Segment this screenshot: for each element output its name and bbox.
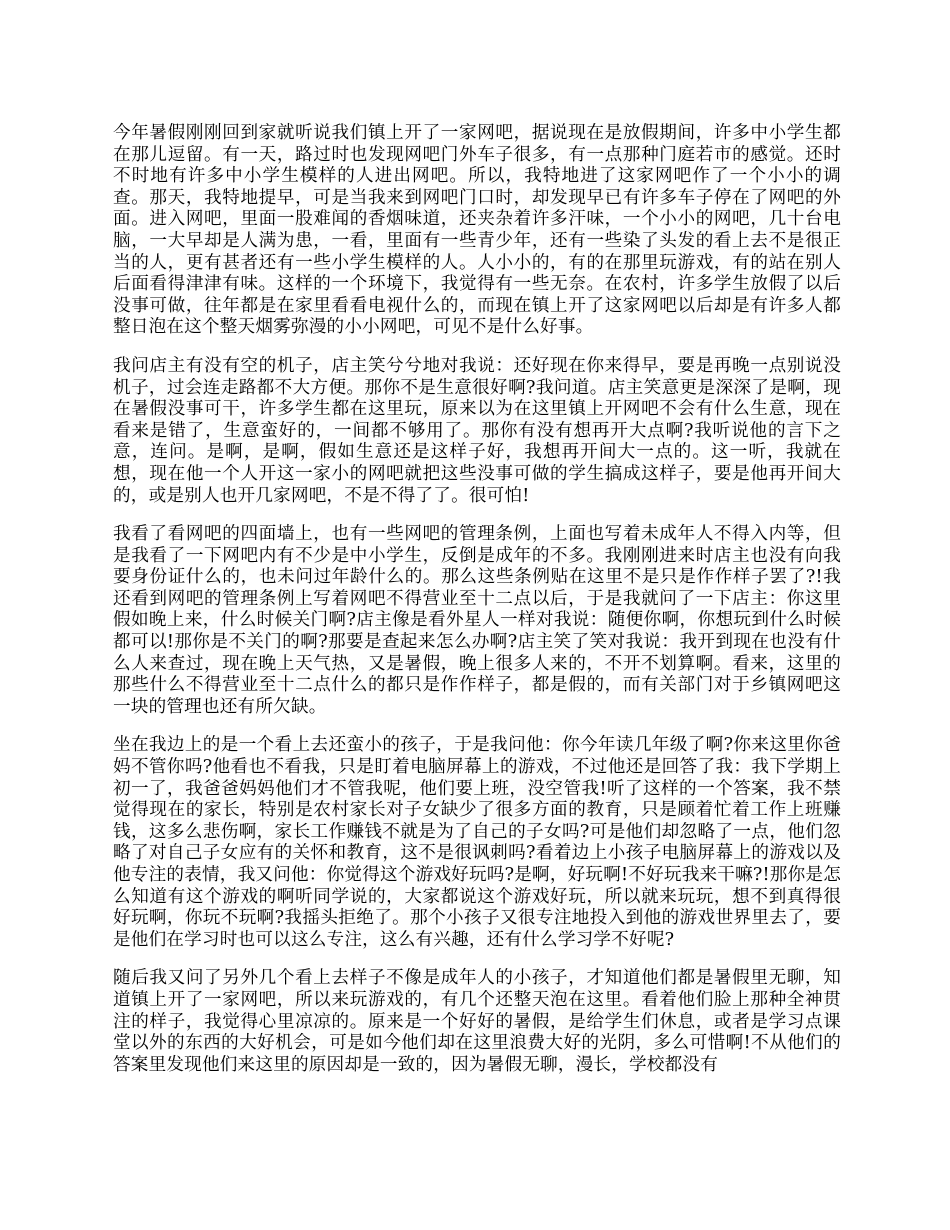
paragraph-4: 坐在我边上的是一个看上去还蛮小的孩子，于是我问他：你今年读几年级了啊?你来这里你爸妈不管你吗?他看也不看我，只是盯着电脑屏幕上的游戏，不过他还是回答了我：我下学期上初一了，我爸爸妈妈他们才不管我呢，他们要上班，没空管我!听了这样的一个答案，我不禁觉得现在的家长，特别是农村家长对子女缺少了很多方面的教育，只是顾着忙着工作上班赚钱，这多么悲伤啊，家长工作赚钱不就是为了自己的子女吗?可是他们却忽略了一点，他们忽略了对自己子女应有的关怀和教育，这不是很讽刺吗?看着边上小孩子电脑屏幕上的游戏以及他专注的表情，我又问他：你觉得这个游戏好玩吗?是啊，好玩啊!不好玩我来干嘛?!那你是怎么知道有这个游戏的啊听同学说的，大家都说这个游戏好玩，所以就来玩玩，想不到真得很好玩啊，你玩不玩啊?我摇头拒绝了。那个小孩子又很专注地投入到他的游戏世界里去了，要是他们在学习时也可以这么专注，这么有兴趣，还有什么学习学不好呢? [113,735,841,950]
paragraph-5: 随后我又问了另外几个看上去样子不像是成年人的小孩子，才知道他们都是暑假里无聊，知道镇上开了一家网吧，所以来玩游戏的，有几个还整天泡在这里。看着他们脸上那种全神贯注的样子，我觉得心里凉凉的。原来是一个好好的暑假，是给学生们休息，或者是学习点课堂以外的东西的大好机会，可是如今他们却在这里浪费大好的光阴，多么可惜啊!不从他们的答案里发现他们来这里的原因却是一致的，因为暑假无聊，漫长，学校都没有 [113,968,841,1075]
paragraph-2: 我问店主有没有空的机子，店主笑兮兮地对我说：还好现在你来得早，要是再晚一点别说没机子，过会连走路都不大方便。那你不是生意很好啊?我问道。店主笑意更是深深了是啊，现在暑假没事可干，许多学生都在这里玩，原来以为在这里镇上开网吧不会有什么生意，现在看来是错了，生意蛮好的，一间都不够用了。那你有没有想再开大点啊?我听说他的言下之意，连问。是啊，是啊，假如生意还是这样子好，我想再开间大一点的。这一听，我就在想，现在他一个人开这一家小的网吧就把这些没事可做的学生搞成这样子，要是他再开间大的，或是别人也开几家网吧，不是不得了了。很可怕! [113,355,841,506]
paragraph-3: 我看了看网吧的四面墙上，也有一些网吧的管理条例，上面也写着未成年人不得入内等，但是我看了一下网吧内有不少是中小学生，反倒是成年的不多。我刚刚进来时店主也没有向我要身份证什么的，也未问过年龄什么的。那么这些条例贴在这里不是只是作作样子罢了?!我还看到网吧的管理条例上写着网吧不得营业至十二点以后，于是我就问了一下店主：你这里假如晚上来，什么时候关门啊?店主像是看外星人一样对我说：随便你啊，你想玩到什么时候都可以!那你是不关门的啊?那要是查起来怎么办啊?店主笑了笑对我说：我开到现在也没有什么人来查过，现在晚上天气热，又是暑假，晚上很多人来的，不开不划算啊。看来，这里的那些什么不得营业至十二点什么的都只是作作样子，都是假的，而有关部门对于乡镇网吧这一块的管理也还有所欠缺。 [113,524,841,717]
document-body [113,123,841,1093]
paragraph-1: 今年暑假刚刚回到家就听说我们镇上开了一家网吧，据说现在是放假期间，许多中小学生都在那儿逗留。有一天，路过时也发现网吧门外车子很多，有一点那种门庭若市的感觉。还时不时地有许多中小学生模样的人进出网吧。所以，我特地进了这家网吧作了一个小小的调查。那天，我特地提早，可是当我来到网吧门口时，却发现早已有许多车子停在了网吧的外面。进入网吧，里面一股难闻的香烟味道，还夹杂着许多汗味，一个小小的网吧，几十台电脑，一大早却是人满为患，一看，里面有一些青少年，还有一些染了头发的看上去不是很正当的人，更有甚者还有一些小学生模样的人。人小小的，有的在那里玩游戏，有的站在别人后面看得津津有味。这样的一个环境下，我觉得有一些无奈。在农村，许多学生放假了以后没事可做，往年都是在家里看看电视什么的，而现在镇上开了这家网吧以后却是有许多人都整日泡在这个整天烟雾弥漫的小小网吧，可见不是什么好事。 [113,123,841,338]
